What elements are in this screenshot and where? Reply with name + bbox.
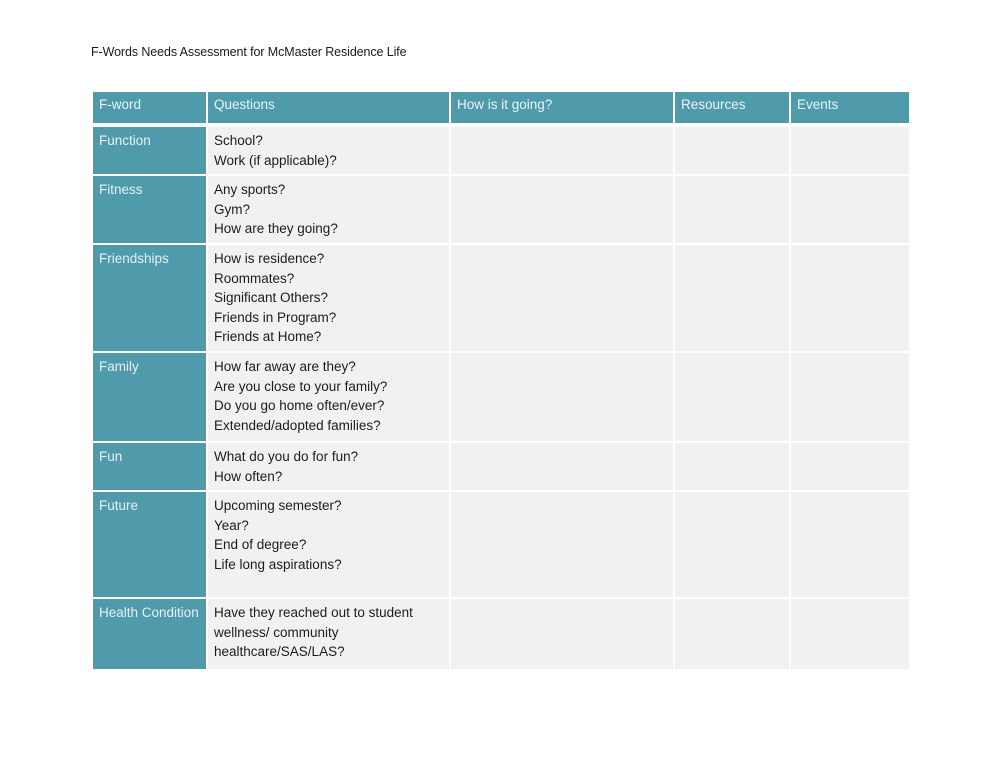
question-text: Gym? [214,201,251,217]
resources-cell[interactable] [674,244,790,352]
questions-cell [207,244,450,352]
header-how-is-it-going: How is it going? [450,91,674,125]
events-cell[interactable] [790,442,910,491]
row-health-condition [92,598,910,670]
question-text: Have they reached out to student wellness/ community healthcare/SAS/LAS? [214,605,413,660]
header-events: Events [790,91,910,125]
question-text: Significant Others? [214,290,329,306]
row-future [92,491,910,598]
questions-cell [207,352,450,442]
question-text: Extended/adopted families? [214,417,381,433]
events-cell[interactable] [790,598,910,670]
how-is-it-going-cell[interactable] [450,125,674,175]
question-text: What do you do for fun? [214,448,359,464]
question-text: End of degree? [214,537,307,553]
questions-cell [207,125,450,175]
resources-cell[interactable] [674,491,790,598]
questions-cell [207,491,450,598]
fword-cell: Friendships [92,244,207,352]
resources-cell[interactable] [674,175,790,244]
question-text: How is residence? [214,250,325,266]
question-text: Upcoming semester? [214,498,342,514]
row-fitness [92,175,910,244]
header-questions: Questions [207,91,450,125]
header-row [92,91,910,125]
events-cell[interactable] [790,352,910,442]
fword-cell: Function [92,125,207,175]
events-cell[interactable] [790,244,910,352]
header-fword: F-word [92,91,207,125]
fword-cell: Family [92,352,207,442]
fword-cell: Fun [92,442,207,491]
resources-cell[interactable] [674,352,790,442]
fword-cell: Future [92,491,207,598]
how-is-it-going-cell[interactable] [450,244,674,352]
question-text: Do you go home often/ever? [214,398,385,414]
events-cell[interactable] [790,125,910,175]
how-is-it-going-cell[interactable] [450,598,674,670]
document-title: F-Words Needs Assessment for McMaster Residence Life [91,45,407,59]
resources-cell[interactable] [674,442,790,491]
resources-cell[interactable] [674,598,790,670]
assessment-table [91,90,911,671]
fword-cell: Health Condition [92,598,207,670]
questions-cell [207,598,450,670]
questions-cell [207,442,450,491]
question-text: How are they going? [214,221,338,237]
question-text: How often? [214,468,283,484]
how-is-it-going-cell[interactable] [450,175,674,244]
question-text: Work (if applicable)? [214,152,337,168]
question-text: Year? [214,517,249,533]
header-resources: Resources [674,91,790,125]
question-text: Any sports? [214,182,286,198]
question-text: Friends at Home? [214,329,322,345]
question-text: Are you close to your family? [214,378,388,394]
events-cell[interactable] [790,491,910,598]
row-function [92,125,910,175]
question-text: Friends in Program? [214,309,337,325]
how-is-it-going-cell[interactable] [450,352,674,442]
questions-cell [207,175,450,244]
row-fun [92,442,910,491]
resources-cell[interactable] [674,125,790,175]
row-family [92,352,910,442]
question-text: Roommates? [214,270,295,286]
how-is-it-going-cell[interactable] [450,442,674,491]
question-text: How far away are they? [214,358,356,374]
events-cell[interactable] [790,175,910,244]
question-text: Life long aspirations? [214,556,342,572]
row-friendships [92,244,910,352]
fword-cell: Fitness [92,175,207,244]
how-is-it-going-cell[interactable] [450,491,674,598]
question-text: School? [214,133,263,148]
